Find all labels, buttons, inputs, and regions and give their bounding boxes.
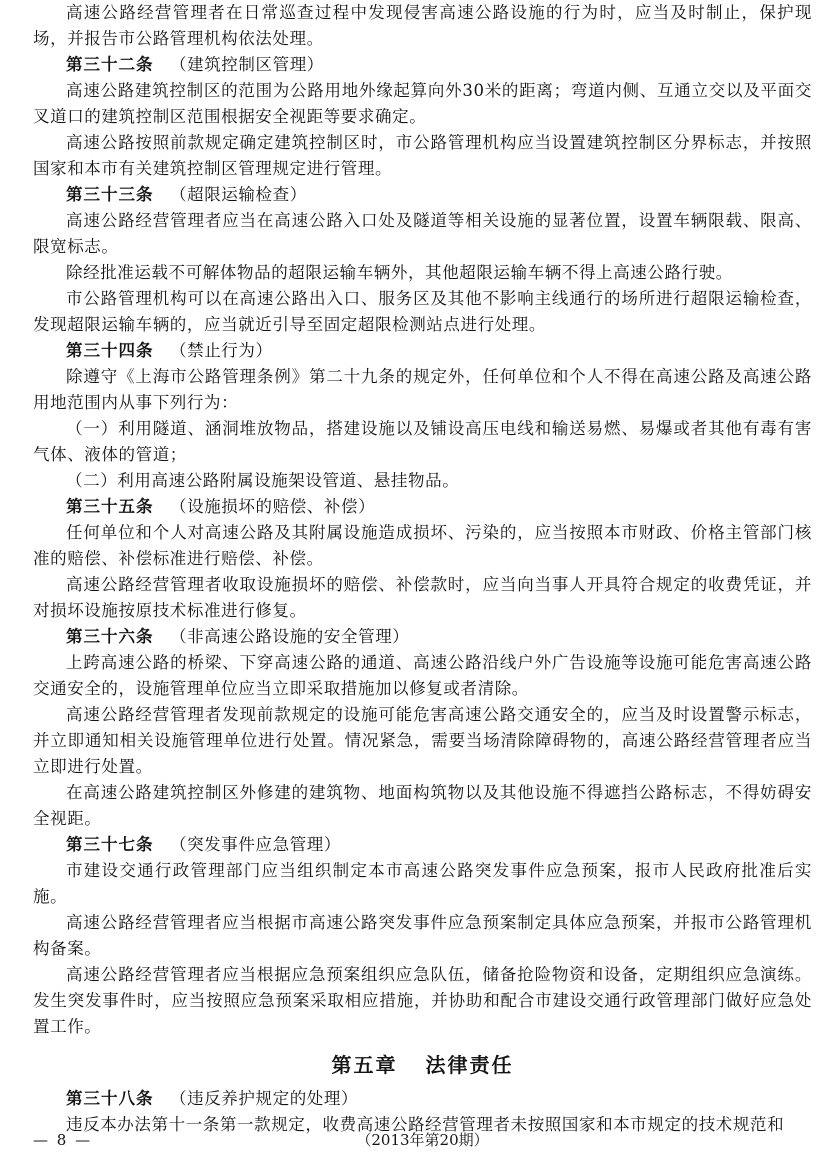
article-title: （设施损坏的赔偿、补偿）	[170, 497, 376, 516]
issue-label: （2013年第20期）	[356, 1131, 489, 1149]
article-heading	[33, 338, 812, 364]
article-number: 第三十三条	[66, 185, 154, 204]
paragraph: 除遵守《上海市公路管理条例》第二十九条的规定外，任何单位和个人不得在高速公路及高速公路用地范围内从事下列行为：	[33, 367, 812, 412]
page-number: — 8 —	[33, 1131, 93, 1149]
paragraph: 市建设交通行政管理部门应当组织制定本市高速公路突发事件应急预案，报市人民政府批准后实施。	[33, 861, 812, 906]
article-title: （禁止行为）	[170, 341, 273, 360]
article-number: 第三十二条	[66, 55, 154, 74]
paragraph: 上跨高速公路的桥梁、下穿高速公路的通道、高速公路沿线户外广告设施等设施可能危害高速公路交通安全的，设施管理单位应当立即采取措施加以修复或者清除。	[33, 653, 812, 698]
article-title: （突发事件应急管理）	[170, 835, 341, 854]
paragraph: 高速公路经营管理者发现前款规定的设施可能危害高速公路交通安全的，应当及时设置警示标志，并立即通知相关设施管理单位进行处置。情况紧急，需要当场清除障碍物的，高速公路经营管理者应当立即进行处置。	[33, 705, 812, 776]
paragraph: 市公路管理机构可以在高速公路出入口、服务区及其他不影响主线通行的场所进行超限运输检查，发现超限运输车辆的，应当就近引导至固定超限检测站点进行处理。	[33, 289, 812, 334]
paragraph: 高速公路经营管理者应当根据应急预案组织应急队伍，储备抢险物资和设备，定期组织应急演练。发生突发事件时，应当按照应急预案采取相应措施，并协助和配合市建设交通行政管理部门做好应急处置工作。	[33, 965, 812, 1036]
article-heading	[33, 52, 812, 78]
article-title: （超限运输检查）	[170, 185, 307, 204]
paragraph: 任何单位和个人对高速公路及其附属设施造成损坏、污染的，应当按照本市财政、价格主管部门核准的赔偿、补偿标准进行赔偿、补偿。	[33, 523, 812, 568]
article-number: 第三十六条	[66, 627, 154, 646]
article-heading	[33, 624, 812, 650]
article-number: 第三十八条	[66, 1089, 154, 1108]
paragraph: 高速公路经营管理者应当在高速公路入口处及隧道等相关设施的显著位置，设置车辆限载、限高、限宽标志。	[33, 211, 812, 256]
paragraph: 除经批准运载不可解体物品的超限运输车辆外，其他超限运输车辆不得上高速公路行驶。	[66, 263, 733, 282]
paragraph: 高速公路经营管理者收取设施损坏的赔偿、补偿款时，应当向当事人开具符合规定的收费凭证，并对损坏设施按原技术标准进行修复。	[33, 575, 812, 620]
article-number: 第三十四条	[66, 341, 154, 360]
article-heading	[33, 1086, 812, 1112]
article-title: （违反养护规定的处理）	[170, 1089, 359, 1108]
chapter-heading	[33, 1050, 812, 1080]
article-heading	[33, 182, 812, 208]
article-heading	[33, 494, 812, 520]
paragraph: 违反本办法第十一条第一款规定，收费高速公路经营管理者未按照国家和本市规定的技术规范和	[66, 1115, 785, 1134]
document-page	[33, 0, 812, 1138]
paragraph: （一）利用隧道、涵洞堆放物品，搭建设施以及铺设高压电线和输送易燃、易爆或者其他有毒有害气体、液体的管道；	[33, 419, 812, 464]
article-number: 第三十七条	[66, 835, 154, 854]
page-footer	[33, 1128, 812, 1152]
chapter-title: 法律责任	[425, 1053, 514, 1077]
article-title: （建筑控制区管理）	[170, 55, 324, 74]
paragraph: 高速公路按照前款规定确定建筑控制区时，市公路管理机构应当设置建筑控制区分界标志，并按照国家和本市有关建筑控制区管理规定进行管理。	[33, 133, 812, 178]
article-heading	[33, 832, 812, 858]
paragraph: 高速公路建筑控制区的范围为公路用地外缘起算向外30米的距离；弯道内侧、互通立交以及平面交叉道口的建筑控制区范围根据安全视距等要求确定。	[33, 81, 812, 126]
paragraph: 高速公路经营管理者应当根据市高速公路突发事件应急预案制定具体应急预案，并报市公路管理机构备案。	[33, 913, 812, 958]
article-title: （非高速公路设施的安全管理）	[170, 627, 410, 646]
article-number: 第三十五条	[66, 497, 154, 516]
paragraph: 在高速公路建筑控制区外修建的建筑物、地面构筑物以及其他设施不得遮挡公路标志，不得妨碍安全视距。	[33, 783, 812, 828]
chapter-number: 第五章	[331, 1053, 398, 1077]
paragraph: 高速公路经营管理者在日常巡查过程中发现侵害高速公路设施的行为时，应当及时制止，保护现场，并报告市公路管理机构依法处理。	[33, 3, 812, 48]
paragraph: （二）利用高速公路附属设施架设管道、悬挂物品。	[66, 471, 460, 490]
